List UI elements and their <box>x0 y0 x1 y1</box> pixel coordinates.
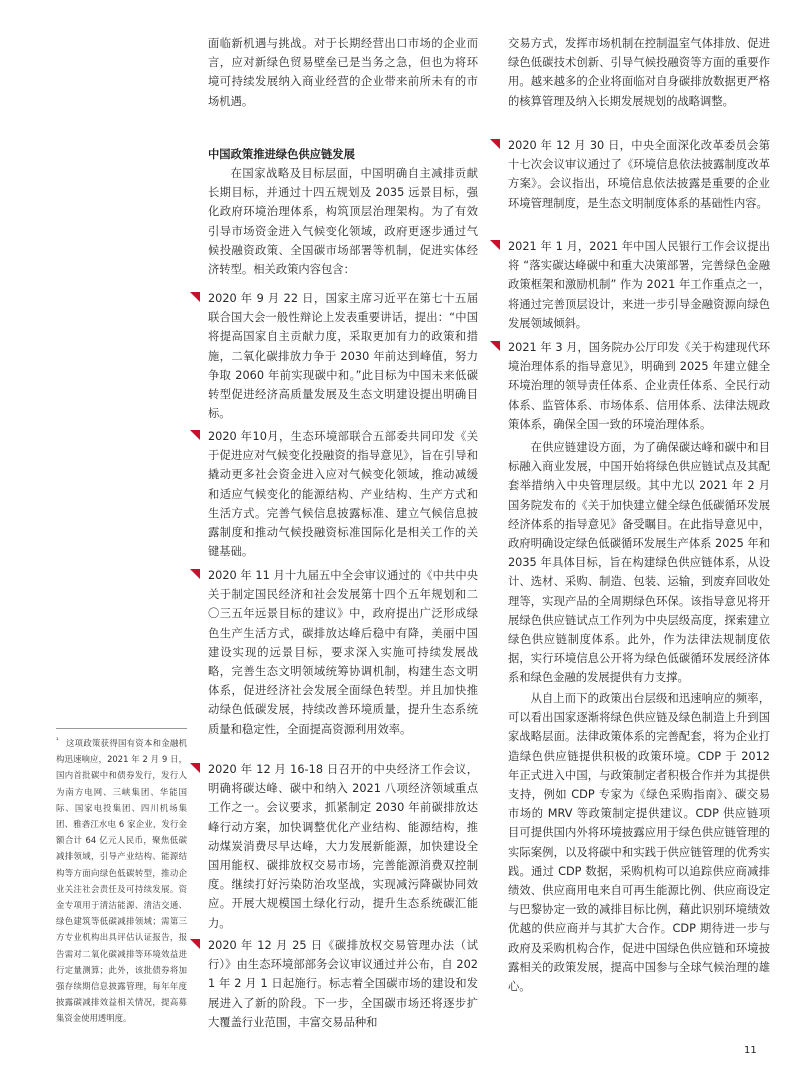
footnote-marker: ¹ <box>56 736 59 744</box>
policy-bullet-2020-12-30 <box>508 136 770 213</box>
section-heading: 中国政策推进绿色供应链发展 <box>208 148 355 161</box>
footnote-text: 这项政策获得国有资本和金融机构迅速响应，2021 年 2 月 9 日，国内首批碳中和债券发行，发行人为南方电网、三峡集团、华能国际、国家电投集团、四川机场集团、雅砻江水电 6 家企业，发行金额合计 64 亿元人民币，聚焦低碳减排领域，引导产业结构、能源结构等方面向绿色低碳转型，推动企业关注社会责任及可持续发展。资金专项用于清洁能源、清洁交通、绿色建筑等低碳减排领域；需第三方专业机构出具评估认证报告，报告需对二氧化碳减排等环境效益进行定量测算；此外，该批债券将加强存续期信息披露管理，每年年度披露碳减排效益相关情况，提高募集资金使用透明度。 <box>56 738 187 1024</box>
bullet-marker-icon <box>190 569 200 579</box>
policy-bullet-2020-12-16 <box>208 760 478 933</box>
bullet-marker-icon <box>490 240 500 250</box>
bullet-marker-icon <box>190 763 200 773</box>
bullet-marker-icon <box>190 430 200 440</box>
policy-bullet-2020-09 <box>208 289 478 423</box>
page-number: 11 <box>744 1045 757 1056</box>
bullet-text: 2020 年10月，生态环境部联合五部委共同印发《关于促进应对气候变化投融资的指导意见》，旨在引导和撬动更多社会资金进入应对气候变化领域，推动减缓和适应气候变化的能源结构、产业结构、生产方式和生活方式。完善气候信息披露标准、建立气候信息披露制度和推动气候投融资标准国际化是相关工作的关键基础。 <box>208 430 478 559</box>
bullet-marker-icon <box>490 139 500 149</box>
bullet-text: 2020 年 12 月 16-18 日召开的中央经济工作会议，明确将碳达峰、碳中和纳入 2021 八项经济领域重点工作之一。会议要求，抓紧制定 2030 年前碳排放达峰行动方案，加快调整优化产业结构、能源结构，推动煤炭消费尽早达峰，大力发展新能源，加快建设全国用能权、碳排放权交易市场，完善能源消费双控制度。继续打好污染防治攻坚战，实现减污降碳协同效应。开展大规模国土绿化行动，提升生态系统碳汇能力。 <box>208 763 478 930</box>
bullet-text: 2021 年 3 月，国务院办公厅印发《关于构建现代环境治理体系的指导意见》，明确到 2025 年建立健全环境治理的领导责任体系、企业责任体系、全民行动体系、监管体系、市场体系、信用体系、法律法规政策体系，确保全国一致的环境治理体系。 <box>508 341 770 431</box>
bullet-text: 2021 年 1 月，2021 年中国人民银行工作会议提出将 “落实碳达峰碳中和重大决策部署，完善绿色金融政策框架和激励机制” 作为 2021 年工作重点之一，将通过完善顶层设计，来进一步引导金融资源向绿色发展领域倾斜。 <box>508 240 770 330</box>
policy-bullet-2021-01 <box>508 237 770 333</box>
policy-bullet-2020-12-25 <box>208 936 478 1032</box>
bullet-marker-icon <box>190 939 200 949</box>
paragraph-carbon-market-continued: 交易方式，发挥市场机制在控制温室气体排放、促进绿色低碳技术创新、引导气候投融资等方面的重要作用。越来越多的企业将面临对自身碳排放数据更严格的核算管理及纳入长期发展规划的战略调整。 <box>508 37 770 108</box>
paragraph-national-strategy: 在国家战略及目标层面，中国明确自主减排贡献长期目标，并通过十四五规划及 2035 远景目标，强化政府环境治理体系，构筑顶层治理架构。为了有效引导市场资金进入气候变化领域，政府更逐步通过气候投融资政策、全国碳市场部署等机制，促进实体经济转型。相关政策内容包含： <box>208 167 478 277</box>
paragraph-market-opportunity: 面临新机遇与挑战。对于长期经营出口市场的企业而言，应对新绿色贸易壁垒已是当务之急，但也为将环境可持续发展纳入商业经营的企业带来前所未有的市场机遇。 <box>208 37 478 108</box>
footnote-divider <box>56 728 187 729</box>
bullet-text: 2020 年 12 月 30 日，中央全面深化改革委员会第十七次会议审议通过了《环境信息依法披露制度改革方案》。会议指出，环境信息依法披露是重要的企业环境管理制度，是生态文明制度体系的基础性内容。 <box>508 139 770 210</box>
bullet-marker-icon <box>190 292 200 302</box>
policy-bullet-2021-03 <box>508 338 770 434</box>
paragraph-supply-chain: 在供应链建设方面，为了确保碳达峰和碳中和目标融入商业发展，中国开始将绿色供应链试点及其配套举措纳入中央管理层级。其中尤以 2021 年 2 月国务院发布的《关于加快建立健全绿色低碳循环发展经济体系的指导意见》备受瞩目。在此指导意见中，政府明确设定绿色低碳循环发展生产体系 2025 年和 2035 年具体目标，旨在构建绿色供应链体系，从设计、选材、采购、制造、包装、运输，到废弃回收处理等，实现产品的全周期绿色环保。该指导意见将开展绿色供应链试点工作列为中央层级高度，探索建立绿色供应链制度体系。此外，作为法律法规制度依据，实行环境信息公开将为绿色低碳循环发展经济体系和绿色金融的发展提供有力支撑。 <box>508 441 770 685</box>
bullet-text: 2020 年 9 月 22 日，国家主席习近平在第七十五届联合国大会一般性辩论上发表重要讲话，提出：“中国将提高国家自主贡献力度，采取更加有力的政策和措施，二氧化碳排放力争于 2030 年前达到峰值，努力争取 2060 年前实现碳中和。”此目标为中国未来低碳转型促进经济高质量发展及生态文明建设提出明确目标。 <box>208 292 478 421</box>
policy-bullet-2020-10 <box>208 427 478 561</box>
footnote <box>56 735 187 1027</box>
bullet-marker-icon <box>490 341 500 351</box>
paragraph-cdp-role: 从自上而下的政策出台层级和迅速响应的频率，可以看出国家逐渐将绿色供应链及绿色制造上升到国家战略层面。法律政策体系的完善配套，将为企业打造绿色供应链提供积极的政策环境。CDP 于 2012 年正式进入中国，与政策制定者积极合作并为其提供支持，例如 CDP 专家为《绿色采购指南》、碳交易市场的 MRV 等政策制定提供建议。CDP 供应链项目可提供国内外将环境披露应用于绿色供应链管理的实际案例，以及将碳中和实践于供应链管理的优秀实践。通过 CDP 数据，采购机构可以追踪供应商减排绩效、供应商用电来自可再生能源比例、供应商设定与巴黎协定一致的减排目标比例，藉此识别环境绩效优越的供应商并与其扩大合作。CDP 期待进一步与政府及采购机构合作，促进中国绿色供应链和环境披露相关的政策发展，提高中国参与全球气候治理的雄心。 <box>508 692 770 994</box>
policy-bullet-2020-11 <box>208 566 478 739</box>
bullet-text: 2020 年 12 月 25 日《碳排放权交易管理办法（试行）》由生态环境部部务会议审议通过并公布，自 2021 年 2 月 1 日起施行。标志着全国碳市场的建设和发展进入了新的阶段。下一步，全国碳市场还将逐步扩大覆盖行业范围，丰富交易品种和 <box>208 939 478 1029</box>
bullet-text: 2020 年 11 月十九届五中全会审议通过的《中共中央关于制定国民经济和社会发展第十四个五年规划和二〇三五年远景目标的建议》中，政府提出广泛形成绿色生产生活方式，碳排放达峰后稳中有降，美丽中国建设实现的远景目标，要求深入实施可持续发展战略，完善生态文明领域统筹协调机制，构建生态文明体系，促进经济社会发展全面绿色转型。并且加快推动绿色低碳发展，持续改善环境质量，提升生态系统质量和稳定性，全面提高资源利用效率。 <box>208 569 478 736</box>
